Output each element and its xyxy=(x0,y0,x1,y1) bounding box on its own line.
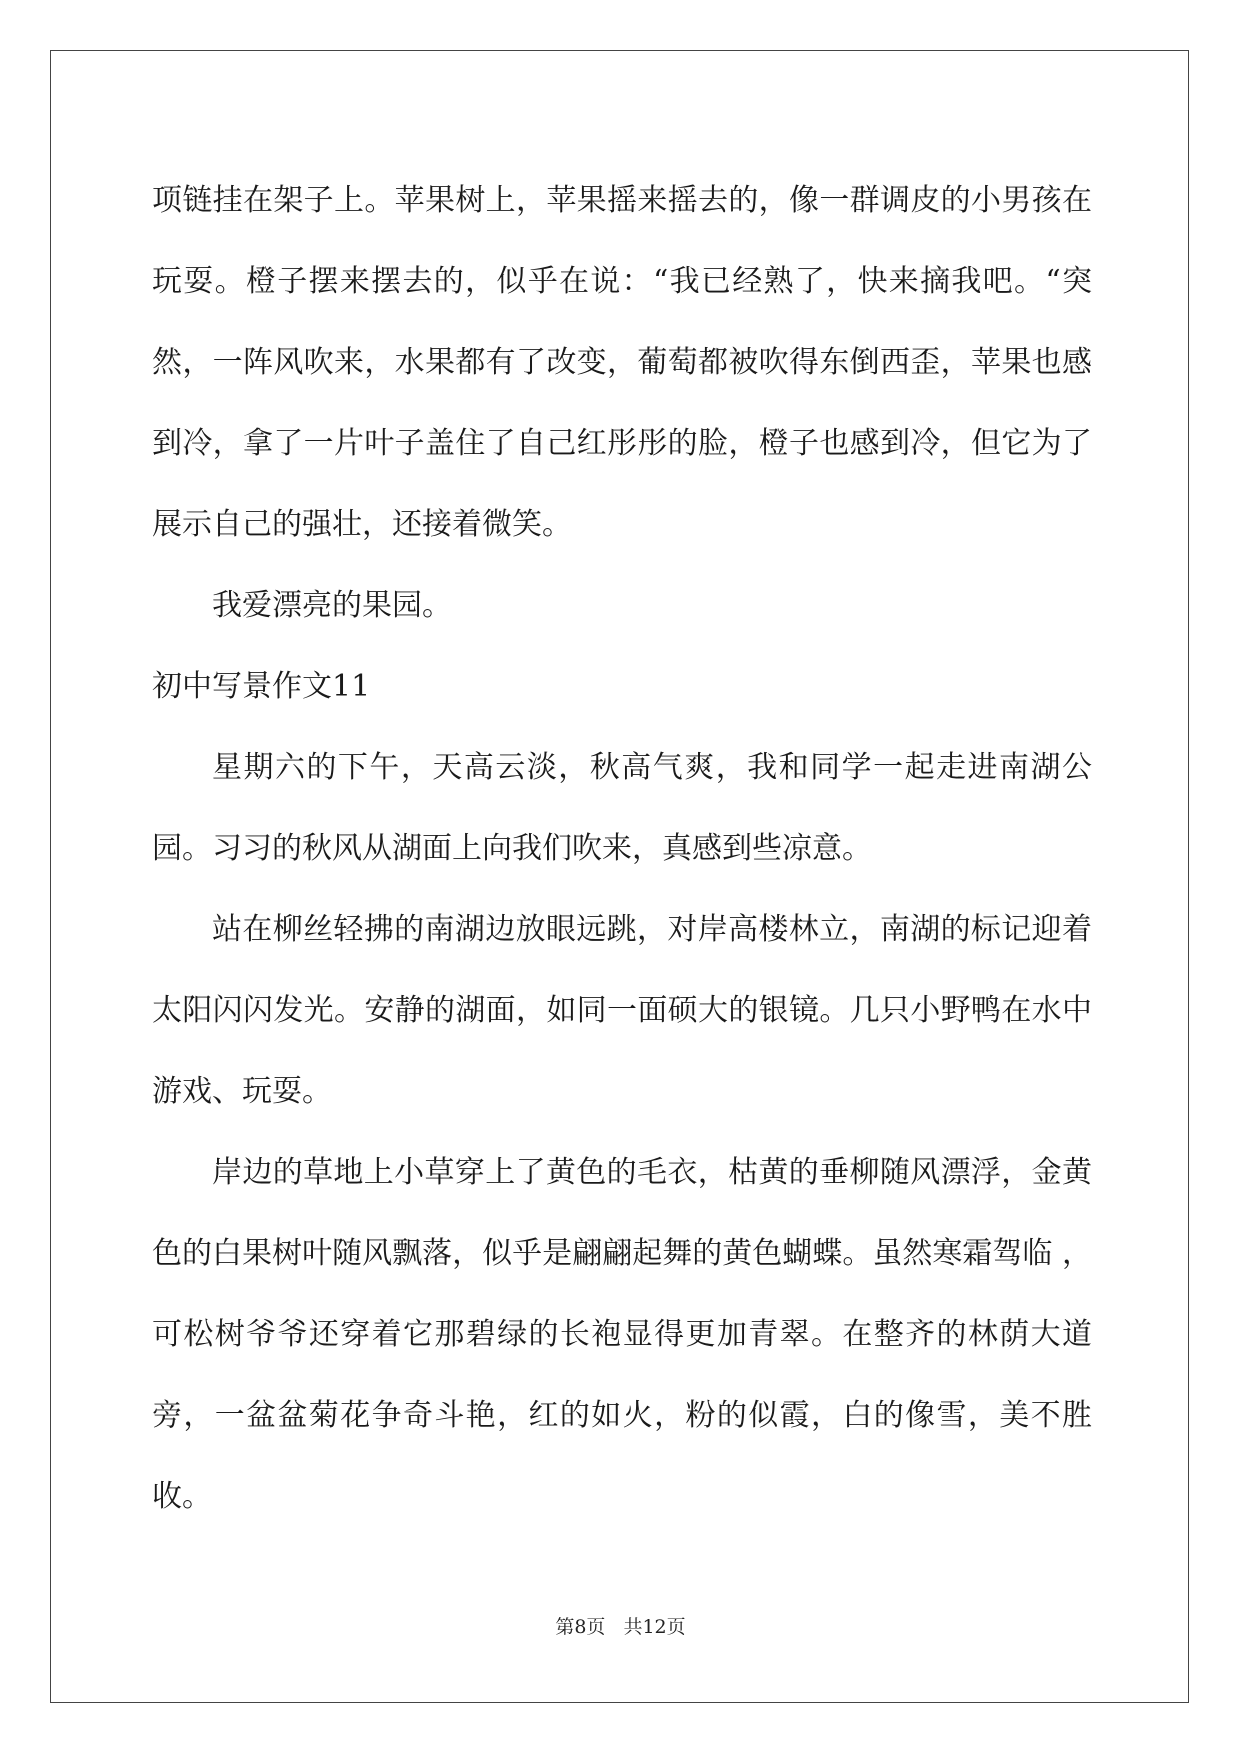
section-heading: 初中写景作文11 xyxy=(152,669,371,704)
paragraph-1: 项链挂在架子上。苹果树上，苹果摇来摇去的，像一群调皮的小男孩在玩耍。橙子摆来摆去的，似乎在说：“我已经熟了，快来摘我吧。“突然，一阵风吹来，水果都有了改变，葡萄都被吹得东倒西歪，苹果也感到冷，拿了一片叶子盖住了自己红彤彤的脸，橙子也感到冷，但它为了展示自己的强壮，还接着微笑。 xyxy=(152,183,1092,542)
document-body xyxy=(152,160,1092,1537)
page-number: 第8页 xyxy=(555,1616,606,1638)
paragraph-3: 星期六的下午，天高云淡，秋高气爽，我和同学一起走进南湖公园。习习的秋风从湖面上向我们吹来，真感到些凉意。 xyxy=(152,750,1092,866)
page-footer xyxy=(0,1612,1241,1639)
page-total: 共12页 xyxy=(623,1616,686,1638)
paragraph-2: 我爱漂亮的果园。 xyxy=(212,588,452,623)
paragraph-5: 岸边的草地上小草穿上了黄色的毛衣，枯黄的垂柳随风漂浮，金黄色的白果树叶随风飘落，似乎是翩翩起舞的黄色蝴蝶。虽然寒霜驾临 ，可松树爷爷还穿着它那碧绿的长袍显得更加青翠。在整齐的林荫大道旁，一盆盆菊花争奇斗艳，红的如火，粉的似霞，白的像雪，美不胜收。 xyxy=(152,1155,1092,1514)
paragraph-4: 站在柳丝轻拂的南湖边放眼远跳，对岸高楼林立，南湖的标记迎着太阳闪闪发光。安静的湖面，如同一面硕大的银镜。几只小野鸭在水中游戏、玩耍。 xyxy=(152,912,1092,1109)
